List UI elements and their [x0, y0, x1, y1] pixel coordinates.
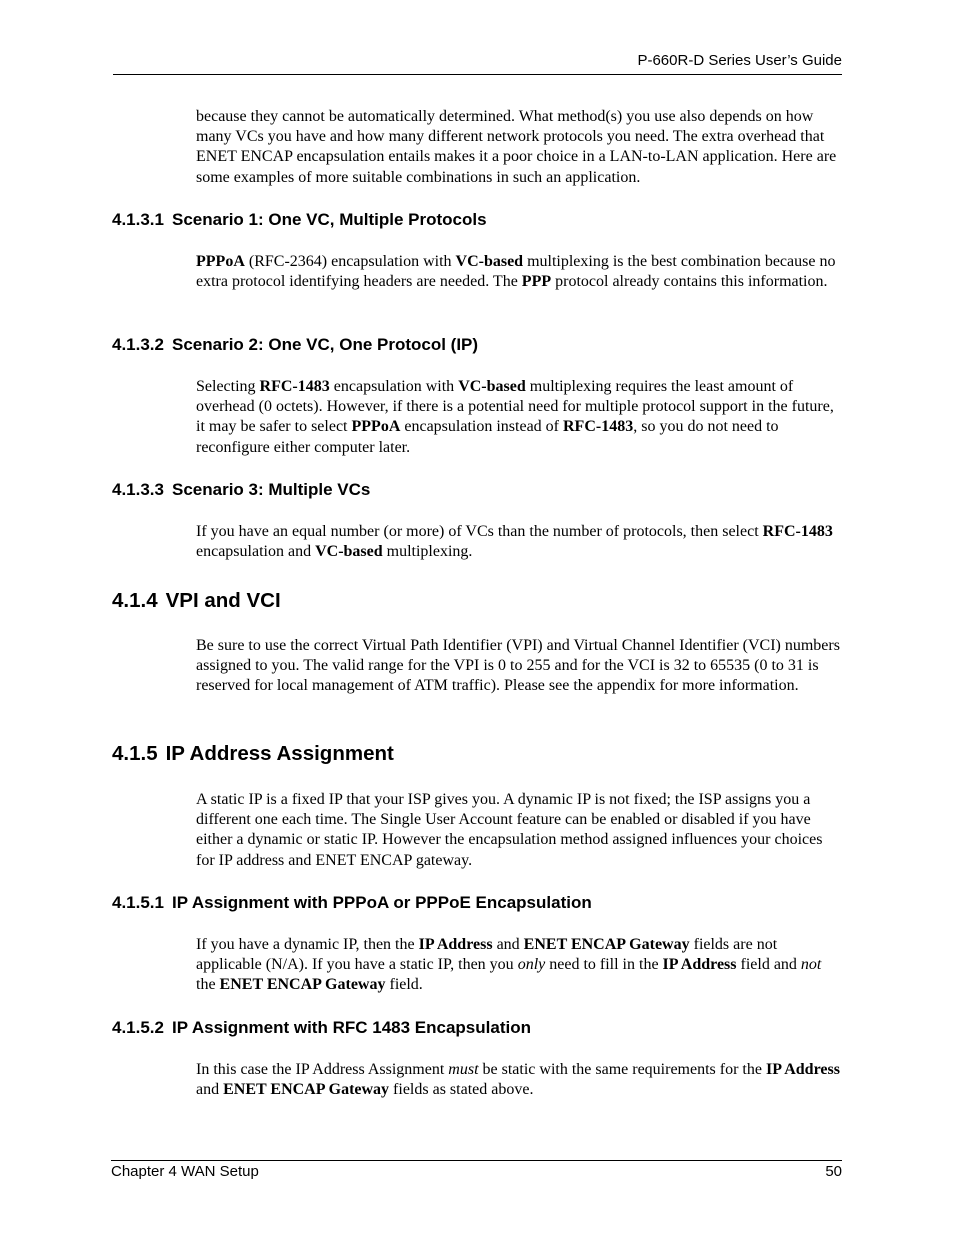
bold-term: VC-based: [458, 378, 526, 395]
heading-ip-pppoa-pppoe: [112, 893, 592, 913]
text-run: fields as stated above.: [389, 1081, 534, 1099]
heading-scenario-1: [112, 210, 487, 230]
text-run: In this case the IP Address Assignment: [196, 1061, 449, 1078]
text-run: multiplexing is the best combination because no extra protocol identifying headers are needed. The: [196, 253, 836, 291]
ip-pppoa-pppoe-paragraph: [196, 935, 844, 996]
bold-term: IP Address: [765, 1061, 840, 1078]
heading-ip-address-assignment: [112, 742, 394, 766]
ip-rfc1483-paragraph: [196, 1060, 844, 1100]
heading-scenario-3: [112, 480, 370, 500]
bold-term: ENET ENCAP Gateway: [523, 936, 690, 953]
bold-term: VC-based: [455, 253, 524, 270]
section-number: 4.1.5.2: [112, 1018, 164, 1037]
text-run: , so you do not need to reconfigure either computer later.: [196, 418, 779, 456]
text-run: need to fill in the: [545, 956, 663, 974]
section-number: 4.1.5.1: [112, 893, 164, 912]
text-run: Selecting: [196, 378, 260, 395]
bold-term: PPP: [521, 273, 552, 291]
text-run: and: [196, 1081, 224, 1099]
italic-term: not: [800, 956, 822, 974]
heading-scenario-2: [112, 335, 478, 355]
text-run: multiplexing requires the least amount of overhead (0 octets). However, if there is a potential need for multiple protocol support in the future, it may be safer to select: [196, 378, 834, 436]
section-number: 4.1.5: [112, 742, 158, 765]
bold-term: IP Address: [418, 936, 493, 953]
section-title: Scenario 3: Multiple VCs: [172, 480, 371, 499]
section-title: IP Assignment with PPPoA or PPPoE Encapsulation: [172, 893, 592, 912]
text-run: fields are not applicable (N/A). If you have a static IP, then you: [196, 936, 778, 974]
scenario-2-paragraph: [196, 377, 844, 458]
text-run: the: [196, 976, 220, 994]
page-number: 50: [825, 1163, 842, 1180]
section-number: 4.1.3.1: [112, 210, 164, 229]
text-run: field and: [736, 956, 801, 974]
page-header: [113, 50, 842, 75]
bold-term: ENET ENCAP Gateway: [219, 976, 386, 994]
ip-assignment-paragraph: A static IP is a fixed IP that your ISP gives you. A dynamic IP is not fixed; the ISP assigns you a different one each time. The Single User Account feature can be enabled or disabled if you have either a dynamic or static IP. However the encapsulation method assigned influences your choices for IP address and ENET ENCAP gateway.: [196, 791, 823, 869]
bold-term: PPPoA: [196, 253, 245, 270]
text-run: (RFC-2364) encapsulation with: [244, 253, 456, 270]
italic-term: must: [448, 1061, 479, 1078]
intro-paragraph: because they cannot be automatically determined. What method(s) you use also depends on how many VCs you have and how many different network protocols you need. The extra overhead that ENET ENCAP encapsulation entails makes it a poor choice in a LAN-to-LAN application. Here are some examples of more suitable combinations in such an application.: [196, 108, 837, 186]
bold-term: ENET ENCAP Gateway: [223, 1081, 390, 1099]
section-title: IP Assignment with RFC 1483 Encapsulation: [172, 1018, 531, 1037]
text-run: protocol already contains this information.: [551, 273, 828, 291]
section-title: IP Address Assignment: [165, 742, 394, 765]
bold-term: IP Address: [662, 956, 737, 974]
heading-vpi-vci: [112, 589, 281, 613]
text-run: If you have a dynamic IP, then the: [196, 936, 419, 953]
scenario-3-paragraph: [196, 522, 844, 562]
chapter-label: Chapter 4 WAN Setup: [111, 1163, 259, 1180]
heading-ip-rfc1483: [112, 1018, 531, 1038]
bold-term: RFC-1483: [762, 523, 833, 540]
italic-term: only: [517, 956, 546, 974]
section-number: 4.1.3.3: [112, 480, 164, 499]
bold-term: VC-based: [315, 543, 383, 561]
bold-term: RFC-1483: [563, 418, 634, 436]
text-run: be static with the same requirements for the: [478, 1061, 766, 1078]
section-title: Scenario 2: One VC, One Protocol (IP): [172, 335, 479, 354]
text-run: and: [492, 936, 524, 953]
bold-term: PPPoA: [351, 418, 401, 436]
bold-term: RFC-1483: [259, 378, 330, 395]
text-run: encapsulation with: [329, 378, 459, 395]
text-run: field.: [385, 976, 423, 994]
text-run: multiplexing.: [382, 543, 473, 561]
text-run: encapsulation and: [196, 543, 316, 561]
vpi-vci-paragraph: Be sure to use the correct Virtual Path Identifier (VPI) and Virtual Channel Identifier (VCI) numbers assigned to you. The valid range for the VPI is 0 to 255 and for the VCI is 32 to 65535 (0 to 31 is reserved for local management of ATM traffic). Please see the appendix for more information.: [196, 637, 840, 695]
guide-title: P-660R-D Series User’s Guide: [637, 52, 842, 69]
text-run: encapsulation instead of: [400, 418, 563, 436]
page-footer: [111, 1160, 842, 1180]
section-number: 4.1.3.2: [112, 335, 164, 354]
scenario-1-paragraph: [196, 252, 844, 292]
section-title: VPI and VCI: [165, 589, 281, 612]
section-number: 4.1.4: [112, 589, 158, 612]
section-title: Scenario 1: One VC, Multiple Protocols: [172, 210, 487, 229]
text-run: If you have an equal number (or more) of VCs than the number of protocols, then select: [196, 523, 763, 540]
